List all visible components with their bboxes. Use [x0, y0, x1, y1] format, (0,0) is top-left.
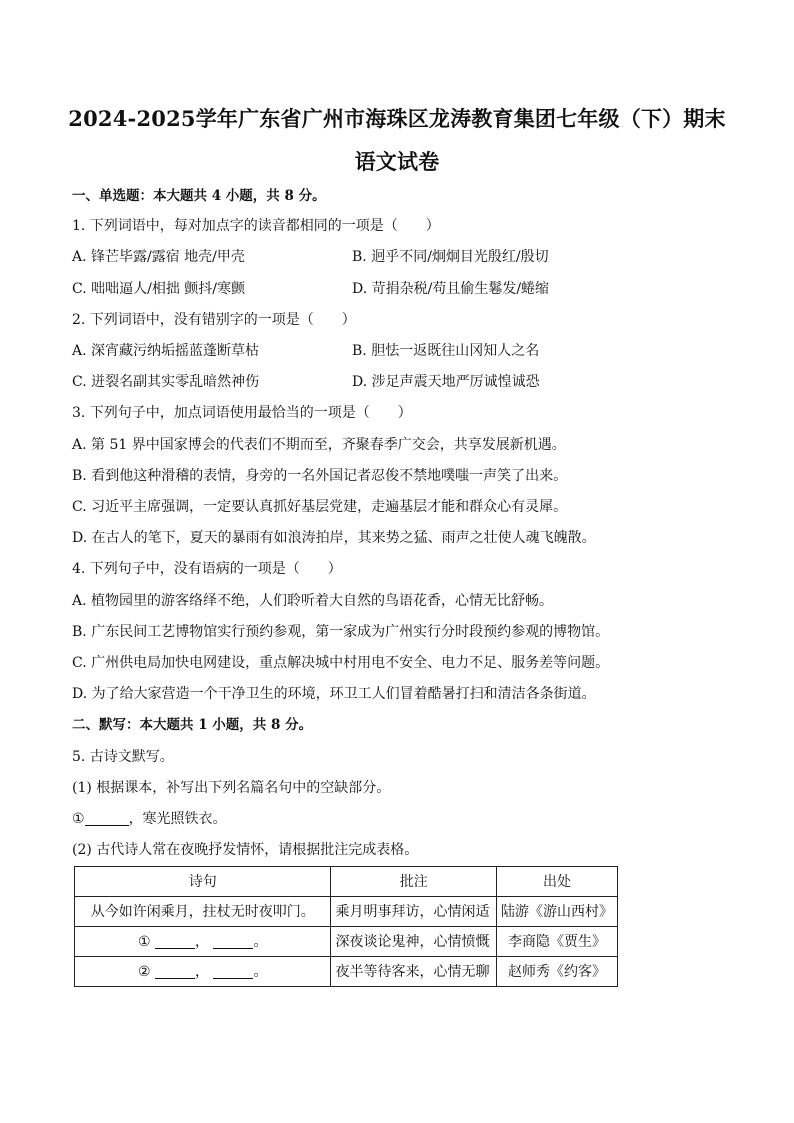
table-cell-note: 乘月明事拜访，心情闲适 [331, 897, 497, 927]
blank-number: ① [138, 933, 151, 950]
q2-option-d: D. 涉足声震天地严厉诚惶诚恐 [352, 374, 540, 390]
q4-option-d: D. 为了给大家营造一个干净卫生的环境，环卫工人们冒着酷暑打扫和清洁各条街道。 [72, 686, 596, 702]
q5-part1: (1) 根据课本，补写出下列名篇名句中的空缺部分。 [72, 780, 391, 796]
q5-stem: 5. 古诗文默写。 [72, 749, 174, 765]
table-header-poem: 诗句 [75, 867, 331, 897]
blank-number: ② [138, 963, 151, 980]
q5-item1-prefix: ① [72, 811, 85, 827]
table-header-source: 出处 [496, 867, 617, 897]
blank-end: 。 [253, 963, 268, 980]
q2-option-b: B. 胆怯一返既往山冈知人之名 [352, 343, 540, 359]
exam-title-line2: 语文试卷 [354, 149, 440, 174]
q1-option-c: C. 咄咄逼人/相拙 颤抖/寒颤 [72, 281, 245, 297]
q3-option-d: D. 在古人的笔下，夏天的暴雨有如浪涛拍岸，其来势之猛、雨声之壮使人魂飞魄散。 [72, 530, 596, 546]
q1-option-a: A. 锋芒毕露/露宿 地壳/甲壳 [72, 249, 245, 265]
q4-option-a: A. 植物园里的游客络绎不绝，人们聆听着大自然的鸟语花香，心情无比舒畅。 [72, 593, 554, 609]
q1-stem: 1. 下列词语中，每对加点字的读音都相同的一项是（ ） [72, 218, 440, 234]
table-cell-source: 李商隐《贾生》 [496, 927, 617, 957]
q2-option-c: C. 迸裂名副其实零乱暗然神伤 [72, 374, 260, 390]
table-cell-poem [75, 927, 331, 957]
q2-option-a: A. 深宵藏污纳垢摇蓝蓬断草枯 [72, 343, 260, 359]
section2-heading: 二、默写：本大题共 1 小题，共 8 分。 [72, 717, 313, 733]
q1-option-d: D. 苛捐杂税/苟且偷生鬈发/蜷缩 [352, 281, 550, 297]
poem-table [74, 866, 618, 987]
blank-separator: ， [195, 933, 210, 950]
q5-part2: (2) 古代诗人常在夜晚抒发情怀，请根据批注完成表格。 [72, 842, 419, 858]
q4-option-c: C. 广州供电局加快电网建设，重点解决城中村用电不安全、电力不足、服务差等问题。 [72, 655, 610, 671]
q4-stem: 4. 下列句子中，没有语病的一项是（ ） [72, 561, 342, 577]
q5-item1 [72, 810, 227, 828]
answer-blank[interactable] [155, 964, 195, 979]
table-header-note: 批注 [331, 867, 497, 897]
table-cell-poem [75, 957, 331, 987]
answer-blank[interactable] [213, 964, 253, 979]
exam-title-line1: 2024-2025学年广东省广州市海珠区龙涛教育集团七年级（下）期末 [68, 106, 726, 131]
q3-stem: 3. 下列句子中，加点词语使用最恰当的一项是（ ） [72, 405, 412, 421]
q3-option-a: A. 第 51 界中国家博会的代表们不期而至，齐聚春季广交会，共享发展新机遇。 [72, 437, 566, 453]
answer-blank[interactable] [213, 934, 253, 949]
table-row [75, 957, 618, 987]
q3-option-c: C. 习近平主席强调，一定要认真抓好基层党建，走遍基层才能和群众心有灵犀。 [72, 499, 568, 515]
table-row [75, 897, 618, 927]
table-cell-source: 陆游《游山西村》 [496, 897, 617, 927]
table-row [75, 927, 618, 957]
answer-blank[interactable] [85, 811, 129, 826]
table-cell-poem: 从今如许闲乘月，拄杖无时夜叩门。 [75, 897, 331, 927]
table-cell-note: 深夜谈论鬼神，心情愤慨 [331, 927, 497, 957]
q4-option-b: B. 广东民间工艺博物馆实行预约参观，第一家成为广州实行分时段预约参观的博物馆。 [72, 624, 610, 640]
q3-option-b: B. 看到他这种滑稽的表情，身旁的一名外国记者忍俊不禁地噗嗤一声笑了出来。 [72, 468, 568, 484]
table-header-row [75, 867, 618, 897]
q5-item1-suffix: ，寒光照铁衣。 [128, 811, 227, 827]
answer-blank[interactable] [155, 934, 195, 949]
table-cell-source: 赵师秀《约客》 [496, 957, 617, 987]
table-cell-note: 夜半等待客来，心情无聊 [331, 957, 497, 987]
q2-stem: 2. 下列词语中，没有错别字的一项是（ ） [72, 312, 356, 328]
blank-separator: ， [195, 963, 210, 980]
q1-option-b: B. 迥乎不同/炯炯目光殷红/殷切 [352, 249, 549, 265]
blank-end: 。 [253, 933, 268, 950]
section1-heading: 一、单选题：本大题共 4 小题，共 8 分。 [72, 188, 326, 204]
